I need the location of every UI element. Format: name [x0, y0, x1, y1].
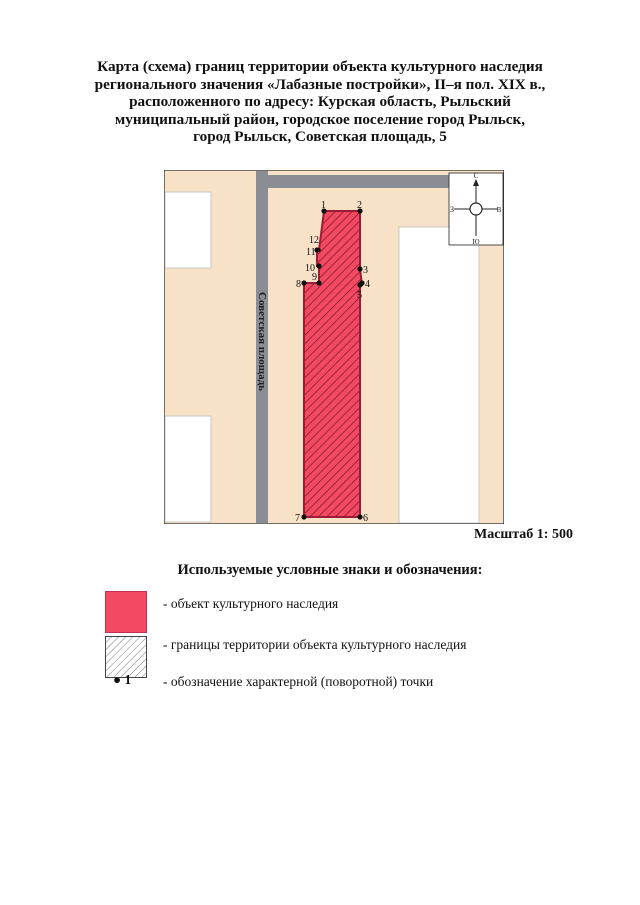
turning-point-label: 3 — [363, 265, 368, 276]
title-line: муниципальный район, городское поселение город Рыльск, — [114, 110, 526, 128]
title-line: регионального значения «Лабазные постройки», II–я пол. XIX в., — [94, 75, 546, 93]
turning-point-label: 12 — [309, 235, 319, 246]
legend-heritage-object-swatch — [105, 591, 147, 633]
compass-rose-icon — [449, 172, 503, 246]
legend-heritage-object-text: - объект культурного наследия — [163, 596, 339, 611]
compass-north-label: С — [473, 172, 479, 180]
turning-point-5 — [357, 282, 363, 301]
legend-point-symbol: ● 1 — [113, 672, 132, 687]
turning-point-label: 10 — [305, 263, 315, 274]
turning-point-label: 2 — [357, 200, 362, 211]
road-horizontal — [268, 175, 451, 188]
boundary-map — [164, 170, 504, 524]
compass-south-label: Ю — [472, 238, 480, 246]
title-line: Карта (схема) границ территории объекта культурного наследия — [97, 58, 543, 75]
legend-title: Используемые условные знаки и обозначения: — [177, 562, 483, 578]
legend-boundary-text: - границы территории объекта культурного наследия — [163, 637, 467, 652]
map-title — [80, 58, 560, 146]
compass-east-label: В — [496, 206, 502, 214]
street-label: Советская площадь — [256, 292, 268, 391]
turning-point-label: 4 — [365, 279, 370, 290]
turning-point-label: 1 — [321, 200, 326, 211]
turning-point-label: 8 — [296, 279, 301, 290]
map-scale: Масштаб 1: 500 — [474, 527, 573, 542]
building-right — [399, 227, 479, 523]
turning-point-label: 7 — [295, 513, 300, 524]
title-line: город Рыльск, Советская площадь, 5 — [193, 128, 447, 145]
turning-point-2 — [357, 200, 363, 214]
title-line: расположенного по адресу: Курская область, Рыльский — [129, 93, 511, 110]
turning-point-label: 5 — [357, 290, 362, 301]
turning-point-label: 9 — [312, 272, 317, 283]
turning-point-1 — [321, 200, 327, 214]
turning-point-label: 6 — [363, 513, 368, 524]
building-left-top — [165, 192, 211, 268]
building-left-bottom — [165, 416, 211, 522]
legend-point-text: - обозначение характерной (поворотной) точки — [163, 674, 434, 689]
turning-point-label: 11 — [306, 247, 316, 258]
compass-west-label: З — [449, 205, 455, 214]
